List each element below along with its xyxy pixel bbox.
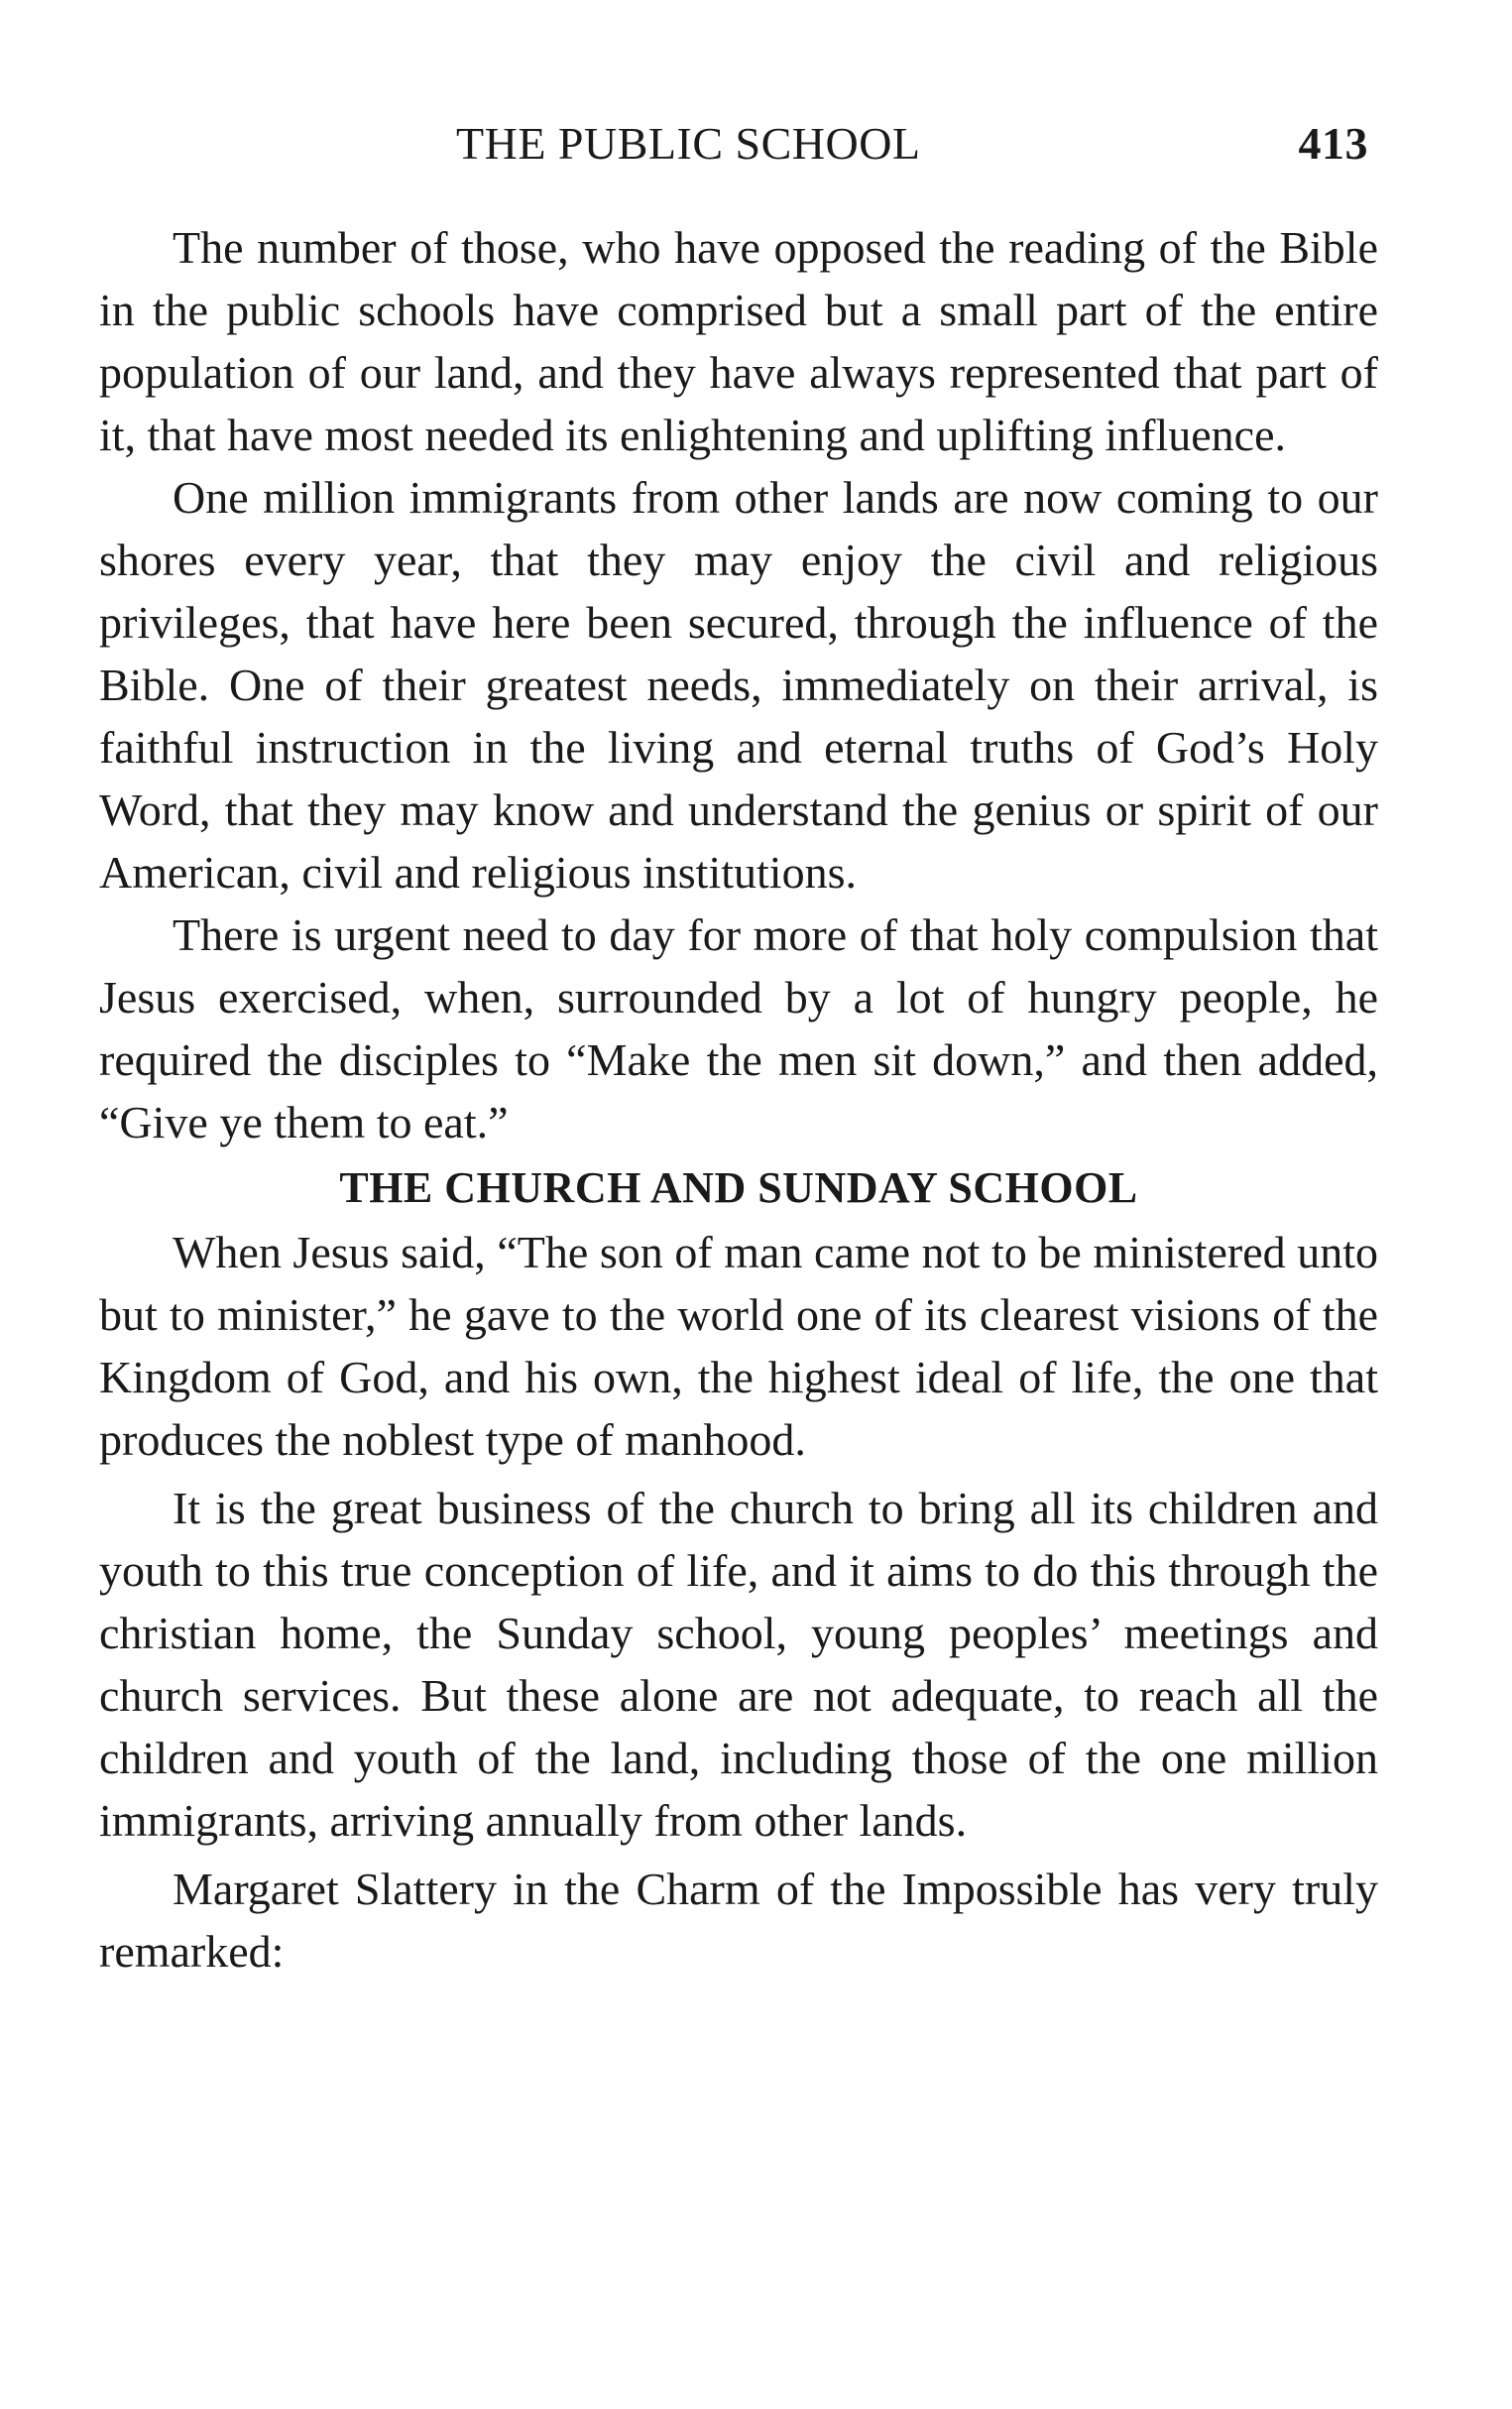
body-paragraph: It is the great business of the church to bring all its children and youth to this true conception of life, and it aims to do this through the christian home, the Sunday school, young peoples’ meetings and church services. But these alone are not adequate, to reach all the children and youth of the land, including those of the one million immigrants, arriving annually from other lands. xyxy=(99,1483,1378,1846)
book-page xyxy=(99,117,1378,1983)
section-heading: THE CHURCH AND SUNDAY SCHOOL xyxy=(339,1163,1138,1212)
body-paragraph: Margaret Slattery in the Charm of the Impossible has very truly remarked: xyxy=(99,1864,1378,1977)
body-paragraph: There is urgent need to day for more of that holy compulsion that Jesus exercised, when, surrounded by a lot of hungry people, he required the disciples to “Make the men sit down,” and then added, “Give ye them to eat.” xyxy=(99,909,1378,1147)
body-paragraph: When Jesus said, “The son of man came not to be ministered unto but to minister,” he gave to the world one of its clearest visions of the Kingdom of God, and his own, the highest ideal of life, the one that produces the noblest type of manhood. xyxy=(99,1227,1378,1465)
page-header xyxy=(99,117,1378,186)
page-number: 413 xyxy=(1298,118,1368,169)
running-title: THE PUBLIC SCHOOL xyxy=(456,118,921,169)
body-paragraph: The number of those, who have opposed the reading of the Bible in the public schools have comprised but a small part of the entire population of our land, and they have always represented that part of it, that have most needed its enlightening and uplifting influence. xyxy=(99,222,1378,460)
body-paragraph: One million immigrants from other lands are now coming to our shores every year, that they may enjoy the civil and religious privileges, that have here been secured, through the influence of the Bible. One of their greatest needs, immediately on their arrival, is faithful instruction in the living and eternal truths of God’s Holy Word, that they may know and understand the genius or spirit of our American, civil and religious institutions. xyxy=(99,472,1378,898)
